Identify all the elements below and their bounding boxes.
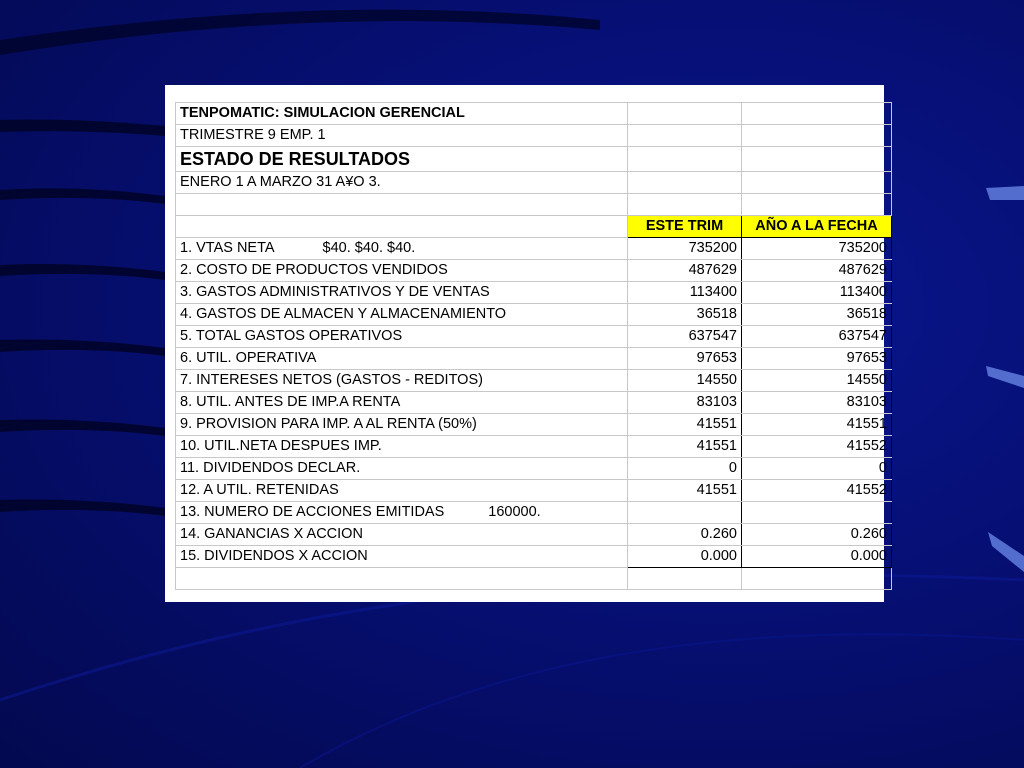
table-row bbox=[176, 414, 892, 436]
period-row bbox=[176, 125, 892, 147]
blank-row bbox=[176, 194, 892, 216]
cell-ano-a-la-fecha: 41552 bbox=[742, 436, 892, 458]
row-label: 11. DIVIDENDOS DECLAR. bbox=[180, 460, 361, 476]
cell-ano-a-la-fecha: 113400 bbox=[742, 282, 892, 304]
cell-este-trim: 41551 bbox=[628, 480, 742, 502]
cell-este-trim: 113400 bbox=[628, 282, 742, 304]
table-row bbox=[176, 282, 892, 304]
cell-ano-a-la-fecha bbox=[742, 502, 892, 524]
table-row bbox=[176, 502, 892, 524]
table-row bbox=[176, 348, 892, 370]
cell-este-trim bbox=[628, 502, 742, 524]
cell-ano-a-la-fecha: 36518 bbox=[742, 304, 892, 326]
cell-este-trim: 0.000 bbox=[628, 546, 742, 568]
table-row bbox=[176, 326, 892, 348]
table-row bbox=[176, 370, 892, 392]
cell-ano-a-la-fecha: 0.000 bbox=[742, 546, 892, 568]
cell-este-trim: 637547 bbox=[628, 326, 742, 348]
row-inline-value: $40. $40. $40. bbox=[322, 240, 416, 256]
cell-ano-a-la-fecha: 0 bbox=[742, 458, 892, 480]
cell-este-trim: 83103 bbox=[628, 392, 742, 414]
title-row bbox=[176, 147, 892, 172]
date-line: ENERO 1 A MARZO 31 A¥O 3. bbox=[176, 172, 628, 194]
row-label: 15. DIVIDENDOS X ACCION bbox=[180, 548, 368, 564]
cell-este-trim: 0.260 bbox=[628, 524, 742, 546]
row-label: 14. GANANCIAS X ACCION bbox=[180, 526, 363, 542]
row-label: 9. PROVISION PARA IMP. A AL RENTA (50%) bbox=[180, 416, 477, 432]
cell-ano-a-la-fecha: 637547 bbox=[742, 326, 892, 348]
table-row bbox=[176, 392, 892, 414]
cell-ano-a-la-fecha: 41551 bbox=[742, 414, 892, 436]
date-row bbox=[176, 172, 892, 194]
period-line: TRIMESTRE 9 EMP. 1 bbox=[176, 125, 628, 147]
row-inline-value: 160000. bbox=[488, 504, 541, 520]
row-label: 6. UTIL. OPERATIVA bbox=[180, 350, 317, 366]
row-label: 8. UTIL. ANTES DE IMP.A RENTA bbox=[180, 394, 401, 410]
cell-ano-a-la-fecha: 97653 bbox=[742, 348, 892, 370]
header-este-trim: ESTE TRIM bbox=[628, 216, 742, 238]
statement-title: ESTADO DE RESULTADOS bbox=[176, 147, 628, 172]
row-label: 10. UTIL.NETA DESPUES IMP. bbox=[180, 438, 382, 454]
cell-ano-a-la-fecha: 83103 bbox=[742, 392, 892, 414]
row-label: 1. VTAS NETA bbox=[180, 240, 275, 256]
row-label: 7. INTERESES NETOS (GASTOS - REDITOS) bbox=[180, 372, 483, 388]
cell-este-trim: 97653 bbox=[628, 348, 742, 370]
table-row bbox=[176, 480, 892, 502]
cell-este-trim: 36518 bbox=[628, 304, 742, 326]
cell-ano-a-la-fecha: 14550 bbox=[742, 370, 892, 392]
cell-ano-a-la-fecha: 41552 bbox=[742, 480, 892, 502]
table-row bbox=[176, 238, 892, 260]
table-row bbox=[176, 260, 892, 282]
row-label: 2. COSTO DE PRODUCTOS VENDIDOS bbox=[180, 262, 448, 278]
table-row bbox=[176, 304, 892, 326]
cell-ano-a-la-fecha: 0.260 bbox=[742, 524, 892, 546]
cell-este-trim: 14550 bbox=[628, 370, 742, 392]
cell-este-trim: 735200 bbox=[628, 238, 742, 260]
cell-este-trim: 0 bbox=[628, 458, 742, 480]
row-label: 3. GASTOS ADMINISTRATIVOS Y DE VENTAS bbox=[180, 284, 490, 300]
income-statement-table bbox=[175, 102, 892, 590]
header-ano-a-la-fecha: AÑO A LA FECHA bbox=[742, 216, 892, 238]
cell-este-trim: 41551 bbox=[628, 414, 742, 436]
row-label: 12. A UTIL. RETENIDAS bbox=[180, 482, 339, 498]
blank-row bbox=[176, 568, 892, 590]
row-label: 4. GASTOS DE ALMACEN Y ALMACENAMIENTO bbox=[180, 306, 507, 322]
table-row bbox=[176, 458, 892, 480]
cell-este-trim: 487629 bbox=[628, 260, 742, 282]
company-row bbox=[176, 103, 892, 125]
cell-ano-a-la-fecha: 487629 bbox=[742, 260, 892, 282]
table-row bbox=[176, 546, 892, 568]
company-line: TENPOMATIC: SIMULACION GERENCIAL bbox=[176, 103, 628, 125]
column-header-row bbox=[176, 216, 892, 238]
table-row bbox=[176, 524, 892, 546]
cell-ano-a-la-fecha: 735200 bbox=[742, 238, 892, 260]
row-label: 5. TOTAL GASTOS OPERATIVOS bbox=[180, 328, 403, 344]
row-label: 13. NUMERO DE ACCIONES EMITIDAS bbox=[180, 504, 445, 520]
cell-este-trim: 41551 bbox=[628, 436, 742, 458]
table-row bbox=[176, 436, 892, 458]
